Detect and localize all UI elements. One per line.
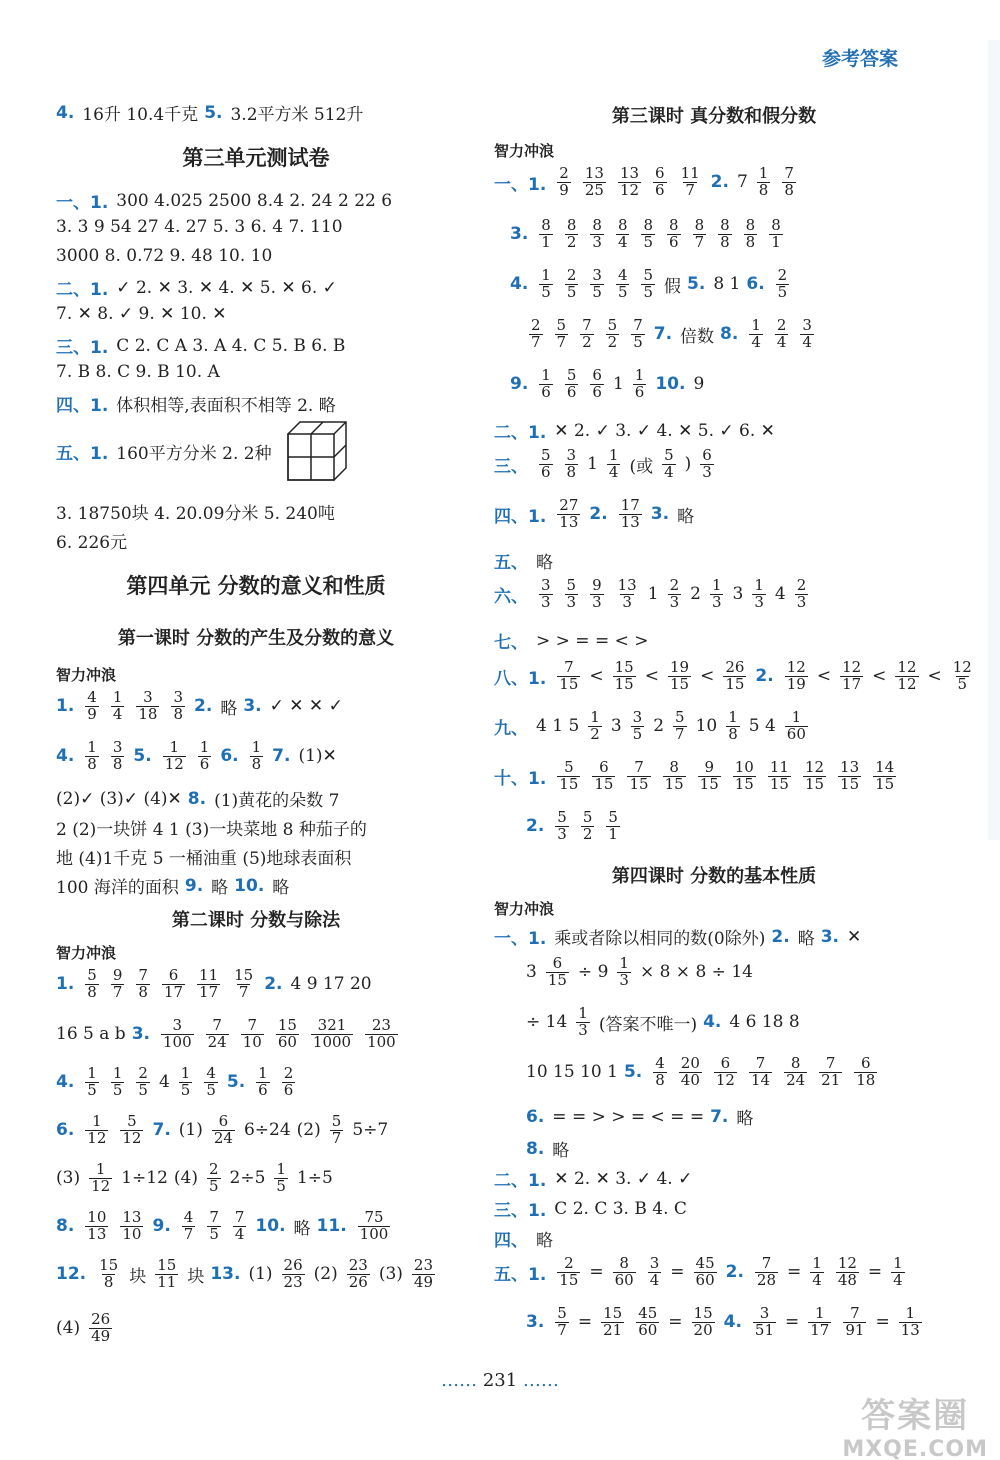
watermark-url: MXQE.COM <box>842 1437 988 1460</box>
answer-row: 五、1. $\frac{2}{15}$ = $\frac{8}{60}$ $\frac{3}{4}$ = $\frac{45}{60}$ 2. $\frac{7}{28}$ = $\frac{1}{4}$ $\frac{12}{48}$ = $\frac{1}{4}$ <box>494 1254 903 1289</box>
answer-row: 3. $\frac{5}{7}$ = $\frac{15}{21}$ $\frac{45}{60}$ = $\frac{15}{20}$ 4. $\frac{3}{51}$ = $\frac{1}{17}$ $\frac{7}{91}$ = $\frac{1}{13}$ <box>526 1304 920 1339</box>
watermark <box>842 1388 988 1460</box>
answer-row: 7. B 8. C 9. B 10. A <box>56 362 220 382</box>
answer-row: 7. ✕ 8. ✓ 9. ✕ 10. ✕ <box>56 304 227 324</box>
answer-row: 16 5 a b 3. $\frac{3}{100}$ $\frac{7}{24}$ $\frac{7}{10}$ $\frac{15}{60}$ $\frac{321}{1000}$ $\frac{23}{100}$ <box>56 1016 396 1051</box>
answer-row: 6. $\frac{1}{12}$ $\frac{5}{12}$ 7. (1) $\frac{6}{24}$ 6÷24 (2) $\frac{5}{7}$ 5÷7 <box>56 1112 389 1147</box>
answer-row: 4. 16升 10.4千克 5. 3.2平方米 512升 <box>56 102 364 125</box>
answer-row: 9. $\frac{1}{6}$ $\frac{5}{6}$ $\frac{6}{6}$ 1 $\frac{1}{6}$ 10. 9 <box>510 366 705 401</box>
answer-row: 一、1. 乘或者除以相同的数(0除外) 2. 略 3. ✕ <box>494 926 862 949</box>
cube-figure <box>286 420 348 482</box>
answer-row: 四、 略 <box>494 1231 553 1251</box>
answer-row: 五、 略 <box>494 553 553 573</box>
answer-row: 2. $\frac{5}{3}$ $\frac{5}{2}$ $\frac{5}{1}$ <box>526 808 618 843</box>
answer-row: (4) $\frac{26}{49}$ <box>56 1310 111 1345</box>
answer-row: 8. $\frac{10}{13}$ $\frac{13}{10}$ 9. $\frac{4}{7}$ $\frac{7}{5}$ $\frac{7}{4}$ 10. 略 11. $\frac{75}{100}$ <box>56 1208 389 1243</box>
answer-row: 4. $\frac{1}{8}$ $\frac{3}{8}$ 5. $\frac{1}{12}$ $\frac{1}{6}$ 6. $\frac{1}{8}$ 7. (1)✕ <box>56 738 337 773</box>
lesson3-title: 第三课时 真分数和假分数 <box>611 106 817 127</box>
answer-row: 4. $\frac{1}{5}$ $\frac{2}{5}$ $\frac{3}{5}$ $\frac{4}{5}$ $\frac{5}{5}$ 假 5. 8 1 6. $\frac{2}{5}$ <box>510 266 788 301</box>
answer-row: 3000 8. 0.72 9. 48 10. 10 <box>56 246 273 266</box>
answer-row: $\frac{2}{7}$ $\frac{5}{7}$ $\frac{7}{2}$ $\frac{5}{2}$ $\frac{7}{5}$ 7. 倍数 8. $\frac{1}{4}$ $\frac{2}{4}$ $\frac{3}{4}$ <box>531 316 812 351</box>
lesson4-title: 第四课时 分数的基本性质 <box>611 866 817 887</box>
answer-row: 1. $\frac{4}{9}$ $\frac{1}{4}$ $\frac{3}{18}$ $\frac{3}{8}$ 2. 略 3. ✓ ✕ ✕ ✓ <box>56 688 343 723</box>
answer-row: 2 (2)一块饼 4 1 (3)一块菜地 8 种茄子的 <box>56 820 367 840</box>
answer-row: 六、 $\frac{3}{3}$ $\frac{5}{3}$ $\frac{9}{3}$ $\frac{13}{3}$ 1 $\frac{2}{3}$ 2 $\frac{1}{3}$ 3 $\frac{1}{3}$ 4 $\frac{2}{3}$ <box>494 576 807 611</box>
answer-row: 七、 > > = = < > <box>494 630 649 653</box>
answer-row: (2)✓ (3)✓ (4)✕ 8. (1)黄花的朵数 7 <box>56 788 340 811</box>
answer-row: 三、1. C 2. C A 3. A 4. C 5. B 6. B <box>56 335 346 358</box>
lesson2-title: 第二课时 分数与除法 <box>171 910 341 931</box>
section-label: 智力冲浪 <box>56 666 117 684</box>
page-number: …… 231 …… <box>441 1370 559 1391</box>
answer-row: 100 海洋的面积 9. 略 10. 略 <box>56 875 290 898</box>
answer-row: 三、 $\frac{5}{6}$ $\frac{3}{8}$ 1 $\frac{1}{4}$ (或 $\frac{5}{4}$ ) $\frac{6}{3}$ <box>494 446 712 481</box>
answer-row: 三、1. C 2. C 3. B 4. C <box>494 1198 687 1221</box>
answer-row: 九、 4 1 5 $\frac{1}{2}$ 3 $\frac{3}{5}$ 2 $\frac{5}{7}$ 10 $\frac{1}{8}$ 5 4 $\frac{1}{60}$ <box>494 708 806 743</box>
answer-row: 一、1. 300 4.025 2500 8.4 2. 24 2 22 6 <box>56 190 393 213</box>
answer-row: (3) $\frac{1}{12}$ 1÷12 (4) $\frac{2}{5}$ 2÷5 $\frac{1}{5}$ 1÷5 <box>56 1160 333 1195</box>
answer-row: 五、1. 160平方分米 2. 2种 <box>56 420 348 482</box>
lesson1-title: 第一课时 分数的产生及分数的意义 <box>117 628 395 649</box>
answer-row: 12. $\frac{15}{8}$ 块 $\frac{15}{11}$ 块 13. (1) $\frac{26}{23}$ (2) $\frac{23}{26}$ (3) $\frac{23}{49}$ <box>56 1256 433 1291</box>
answer-row: 二、1. ✕ 2. ✕ 3. ✓ 4. ✓ <box>494 1168 693 1191</box>
answer-row: 3. 18750块 4. 20.09分米 5. 240吨 <box>56 504 335 524</box>
unit4-title: 第四单元 分数的意义和性质 <box>126 574 386 598</box>
answer-row: 6. 226元 <box>56 533 128 553</box>
answer-row: 3 $\frac{6}{15}$ ÷ 9 $\frac{1}{3}$ × 8 × 8 ÷ 14 <box>526 954 753 989</box>
answer-row: 3. 3 9 54 27 4. 27 5. 3 6. 4 7. 110 <box>56 217 343 237</box>
unit-test-title: 第三单元测试卷 <box>182 146 330 170</box>
answer-row: 4. $\frac{1}{5}$ $\frac{1}{5}$ $\frac{2}{5}$ 4 $\frac{1}{5}$ $\frac{4}{5}$ 5. $\frac{1}{6}$ $\frac{2}{6}$ <box>56 1064 294 1099</box>
decorative-strip <box>988 40 1000 840</box>
answer-row: 四、1. $\frac{27}{13}$ 2. $\frac{17}{13}$ 3. 略 <box>494 496 695 531</box>
answer-row: 二、1. ✓ 2. ✕ 3. ✕ 4. ✕ 5. ✕ 6. ✓ <box>56 277 337 300</box>
answer-row: 四、1. 体积相等,表面积不相等 2. 略 <box>56 396 336 416</box>
answer-row: ÷ 14 $\frac{1}{3}$ (答案不唯一) 4. 4 6 18 8 <box>526 1004 800 1039</box>
section-label: 智力冲浪 <box>494 900 555 918</box>
answer-row: 地 (4)1千克 5 一桶油重 (5)地球表面积 <box>56 849 352 869</box>
answer-row: 8. 略 <box>526 1138 570 1161</box>
watermark-logo: 答案圈 <box>861 1396 970 1436</box>
answer-row: 十、1. $\frac{5}{15}$ $\frac{6}{15}$ $\frac{7}{15}$ $\frac{8}{15}$ $\frac{9}{15}$ $\frac{10}{15}$ $\frac{11}{15}$ $\frac{12}{15}$ $\frac{13}{15}$ $\frac{14}{15}$ <box>494 758 895 793</box>
answer-row: 6. = = > > = < = = 7. 略 <box>526 1106 754 1129</box>
answer-row: 1. $\frac{5}{8}$ $\frac{9}{7}$ $\frac{7}{8}$ $\frac{6}{17}$ $\frac{11}{17}$ $\frac{15}{7}$ 2. 4 9 17 20 <box>56 966 372 1001</box>
answer-row: 10 15 10 1 5. $\frac{4}{8}$ $\frac{20}{40}$ $\frac{6}{12}$ $\frac{7}{14}$ $\frac{8}{24}$ $\frac{7}{21}$ $\frac{6}{18}$ <box>526 1054 876 1089</box>
answer-row: 一、1. $\frac{2}{9}$ $\frac{13}{25}$ $\frac{13}{12}$ $\frac{6}{6}$ $\frac{11}{7}$ 2. 7 $\frac{1}{8}$ $\frac{7}{8}$ <box>494 164 794 199</box>
header-label: 参考答案 <box>821 48 898 70</box>
section-label: 智力冲浪 <box>56 944 117 962</box>
answer-row: 3. $\frac{8}{1}$ $\frac{8}{2}$ $\frac{8}{3}$ $\frac{8}{4}$ $\frac{8}{5}$ $\frac{8}{6}$ $\frac{8}{7}$ $\frac{8}{8}$ $\frac{8}{8}$ $\frac{8}{1}$ <box>510 216 781 251</box>
answer-row: 八、1. $\frac{7}{15}$ < $\frac{15}{15}$ < $\frac{19}{15}$ < $\frac{26}{15}$ 2. $\frac{12}{19}$ < $\frac{12}{17}$ < $\frac{12}{12}$ < $\frac{12}{5}$ <box>494 658 972 693</box>
answer-row: 二、1. ✕ 2. ✓ 3. ✓ 4. ✕ 5. ✓ 6. ✕ <box>494 420 775 443</box>
section-label: 智力冲浪 <box>494 142 555 160</box>
